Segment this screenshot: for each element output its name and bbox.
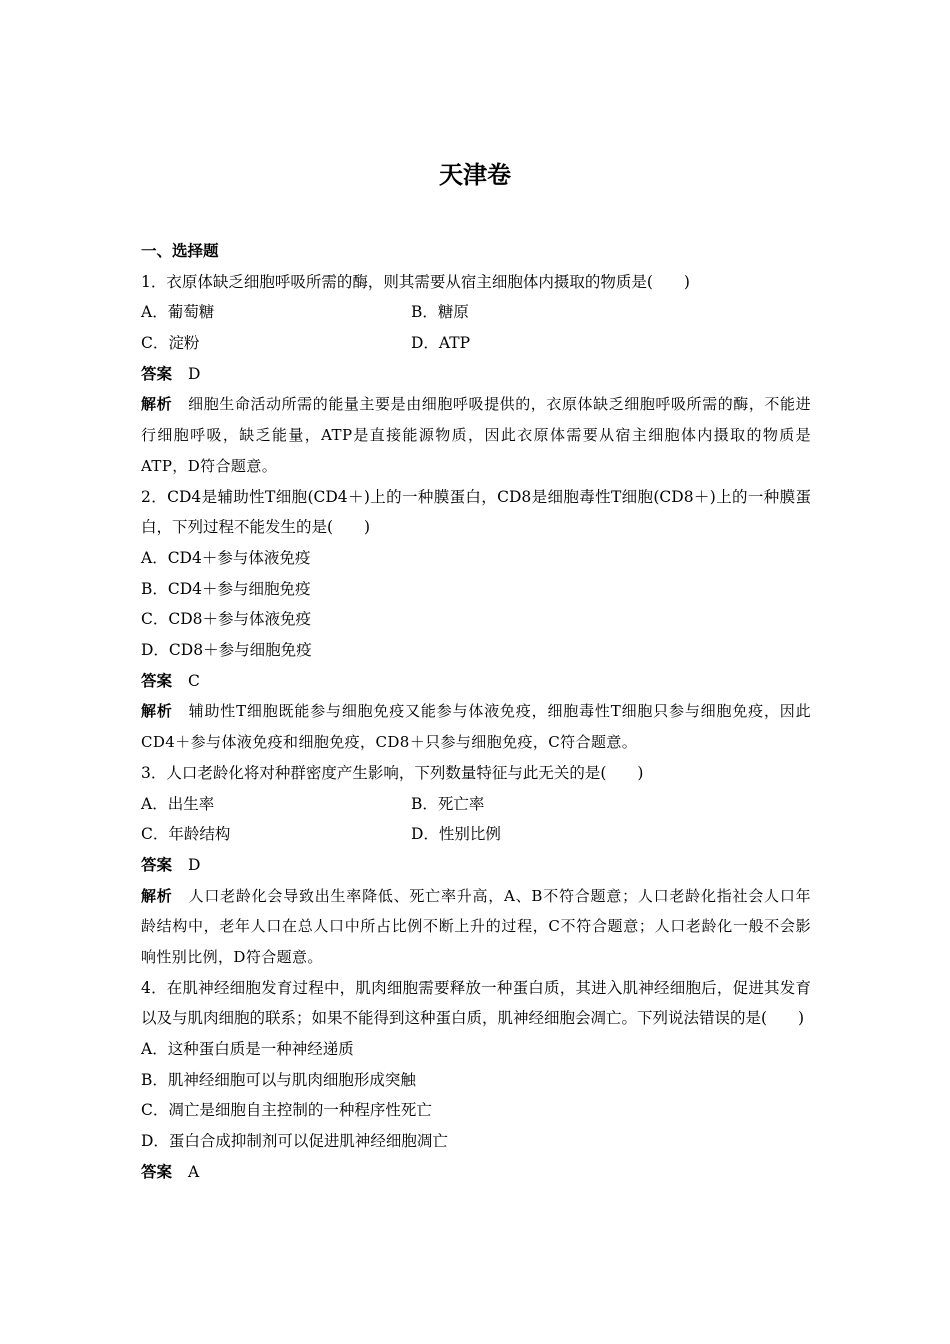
- option-c: C．淀粉: [141, 334, 200, 353]
- question-3-options: [141, 789, 811, 850]
- question-3-answer: [141, 850, 811, 881]
- option-d: D．ATP: [411, 334, 471, 353]
- option-a: A．出生率: [141, 794, 215, 813]
- analysis-label: 解析: [141, 886, 173, 905]
- answer-value: D: [188, 364, 201, 383]
- question-4-stem: 4．在肌神经细胞发育过程中，肌肉细胞需要释放一种蛋白质，其进入肌神经细胞后，促进其发育以及与肌肉细胞的联系；如果不能得到这种蛋白质，肌神经细胞会凋亡。下列说法错误的是( ): [141, 978, 811, 1028]
- option-b: B．死亡率: [411, 794, 485, 813]
- analysis-text: 人口老龄化会导致出生率降低、死亡率升高，A、B不符合题意；人口老龄化指社会人口年龄结构中，老年人口在总人口中所占比例不断上升的过程，C不符合题意；人口老龄化一般不会影响性别比例，D符合题意。: [141, 886, 812, 966]
- answer-label: 答案: [141, 671, 173, 690]
- answer-label: 答案: [141, 1162, 173, 1181]
- question-2-answer: [141, 666, 811, 697]
- option-a: A．CD4＋参与体液免疫: [141, 548, 311, 567]
- answer-label: 答案: [141, 855, 173, 874]
- question-1-analysis: [141, 389, 811, 481]
- option-d: D．性别比例: [411, 825, 501, 844]
- question-1-options: [141, 297, 811, 358]
- page-title: 天津卷: [439, 161, 511, 189]
- option-b: B．肌神经细胞可以与肌肉细胞形成突触: [141, 1070, 416, 1089]
- option-b: B．糖原: [411, 303, 469, 322]
- question-2-options: [141, 543, 811, 666]
- question-1-stem: 1．衣原体缺乏细胞呼吸所需的酶，则其需要从宿主细胞体内摄取的物质是( ): [141, 272, 690, 291]
- option-b: B．CD4＋参与细胞免疫: [141, 579, 311, 598]
- question-3-stem: 3．人口老龄化将对种群密度产生影响，下列数量特征与此无关的是( ): [141, 763, 644, 782]
- question-4-answer: [141, 1157, 811, 1188]
- question-3-analysis: [141, 881, 811, 973]
- question-1-answer: [141, 359, 811, 390]
- question-2-stem: 2．CD4是辅助性T细胞(CD4＋)上的一种膜蛋白，CD8是细胞毒性T细胞(CD8＋)上的一种膜蛋白，下列过程不能发生的是( ): [141, 487, 811, 537]
- question-list: [141, 236, 811, 1188]
- question-4-options: [141, 1034, 811, 1157]
- analysis-text: 细胞生命活动所需的能量主要是由细胞呼吸提供的，衣原体缺乏细胞呼吸所需的酶，不能进行细胞呼吸，缺乏能量，ATP是直接能源物质，因此衣原体需要从宿主细胞体内摄取的物质是ATP，D符合题意。: [141, 395, 811, 475]
- option-c: C．CD8＋参与体液免疫: [141, 610, 312, 629]
- answer-value: A: [188, 1162, 200, 1181]
- option-a: A．葡萄糖: [141, 303, 215, 322]
- answer-label: 答案: [141, 364, 173, 383]
- analysis-text: 辅助性T细胞既能参与细胞免疫又能参与体液免疫，细胞毒性T细胞只参与细胞免疫，因此CD4＋参与体液免疫和细胞免疫，CD8＋只参与细胞免疫，C符合题意。: [141, 702, 811, 752]
- option-c: C．年龄结构: [141, 825, 231, 844]
- option-d: D．CD8＋参与细胞免疫: [141, 641, 312, 660]
- option-c: C．凋亡是细胞自主控制的一种程序性死亡: [141, 1101, 432, 1120]
- option-d: D．蛋白合成抑制剂可以促进肌神经细胞凋亡: [141, 1132, 448, 1151]
- answer-value: D: [188, 855, 201, 874]
- analysis-label: 解析: [141, 702, 173, 721]
- option-a: A．这种蛋白质是一种神经递质: [141, 1040, 354, 1059]
- question-2-analysis: [141, 696, 811, 757]
- answer-value: C: [188, 671, 200, 690]
- analysis-label: 解析: [141, 395, 173, 414]
- section-heading: 一、选择题: [141, 242, 219, 260]
